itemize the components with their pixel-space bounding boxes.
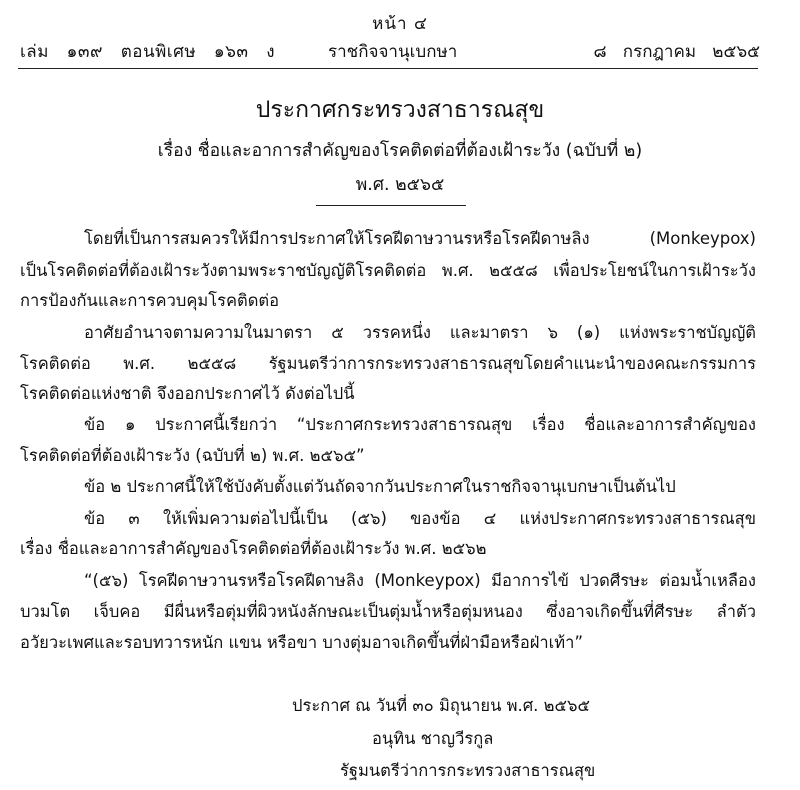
signatory-position: รัฐมนตรีว่าการกระทรวงสาธารณสุข: [340, 761, 596, 780]
gazette-header: [20, 38, 760, 64]
publication-date: ๘ กรกฎาคม ๒๕๖๕: [593, 42, 760, 62]
body-line: โรคติดต่อที่ต้องเฝ้าระวัง (ฉบับที่ ๒) พ.ศ. ๒๕๖๕”: [20, 446, 365, 465]
volume-info: เล่ม ๑๓๙ ตอนพิเศษ ๑๖๓ ง: [20, 42, 276, 62]
title-divider: [316, 205, 466, 206]
page-number: หน้า ๔: [372, 14, 428, 34]
body-line: โดยที่เป็นการสมควรให้มีการประกาศให้โรคฝีดาษวานรหรือโรคฝีดาษลิง (Monkeypox): [84, 229, 756, 248]
body-line: อวัยวะเพศและรอบทวารหนัก แขน หรือขา บางตุ่มอาจเกิดขึ้นที่ฝ่ามือหรือฝ่าเท้า”: [20, 633, 583, 652]
body-line: โรคติดต่อ พ.ศ. ๒๕๕๘ รัฐมนตรีว่าการกระทรวงสาธารณสุขโดยคำแนะนำของคณะกรรมการ: [20, 354, 756, 373]
announcement-subject: เรื่อง ชื่อและอาการสำคัญของโรคติดต่อที่ต้องเฝ้าระวัง (ฉบับที่ ๒): [157, 141, 643, 161]
announcement-date: ประกาศ ณ วันที่ ๓๐ มิถุนายน พ.ศ. ๒๕๖๕: [292, 696, 590, 715]
announcement-title: ประกาศกระทรวงสาธารณสุข: [255, 97, 545, 123]
announcement-year: พ.ศ. ๒๕๖๕: [355, 175, 445, 195]
body-line: “(๕๖) โรคฝีดาษวานรหรือโรคฝีดาษลิง (Monkeypox) มีอาการไข้ ปวดศีรษะ ต่อมน้ำเหลือง: [84, 571, 756, 590]
body-line: อาศัยอำนาจตามความในมาตรา ๕ วรรคหนึ่ง และมาตรา ๖ (๑) แห่งพระราชบัญญัติ: [84, 323, 756, 342]
body-line: การป้องกันและการควบคุมโรคติดต่อ: [20, 291, 280, 310]
body-line: โรคติดต่อแห่งชาติ จึงออกประกาศไว้ ดังต่อไปนี้: [20, 384, 355, 403]
body-line: ข้อ ๑ ประกาศนี้เรียกว่า “ประกาศกระทรวงสาธารณสุข เรื่อง ชื่อและอาการสำคัญของ: [84, 415, 756, 434]
body-line: ข้อ ๓ ให้เพิ่มความต่อไปนี้เป็น (๕๖) ของข้อ ๔ แห่งประกาศกระทรวงสาธารณสุข: [84, 509, 756, 528]
body-line: เรื่อง ชื่อและอาการสำคัญของโรคติดต่อที่ต้องเฝ้าระวัง พ.ศ. ๒๕๖๒: [20, 539, 487, 558]
body-line: ข้อ ๒ ประกาศนี้ให้ใช้บังคับตั้งแต่วันถัดจากวันประกาศในราชกิจจานุเบกษาเป็นต้นไป: [84, 477, 676, 496]
signatory-name: อนุทิน ชาญวีรกูล: [372, 729, 494, 748]
body-line: เป็นโรคติดต่อที่ต้องเฝ้าระวังตามพระราชบัญญัติโรคติดต่อ พ.ศ. ๒๕๕๘ เพื่อประโยชน์ในการเฝ้าระวัง: [20, 261, 756, 280]
gazette-name: ราชกิจจานุเบกษา: [328, 42, 458, 62]
body-line: บวมโต เจ็บคอ มีผื่นหรือตุ่มที่ผิวหนังลักษณะเป็นตุ่มน้ำหรือตุ่มหนอง ซึ่งอาจเกิดขึ้นที่ศีรษะ ลำตัว: [20, 602, 756, 621]
header-divider: [18, 68, 758, 69]
